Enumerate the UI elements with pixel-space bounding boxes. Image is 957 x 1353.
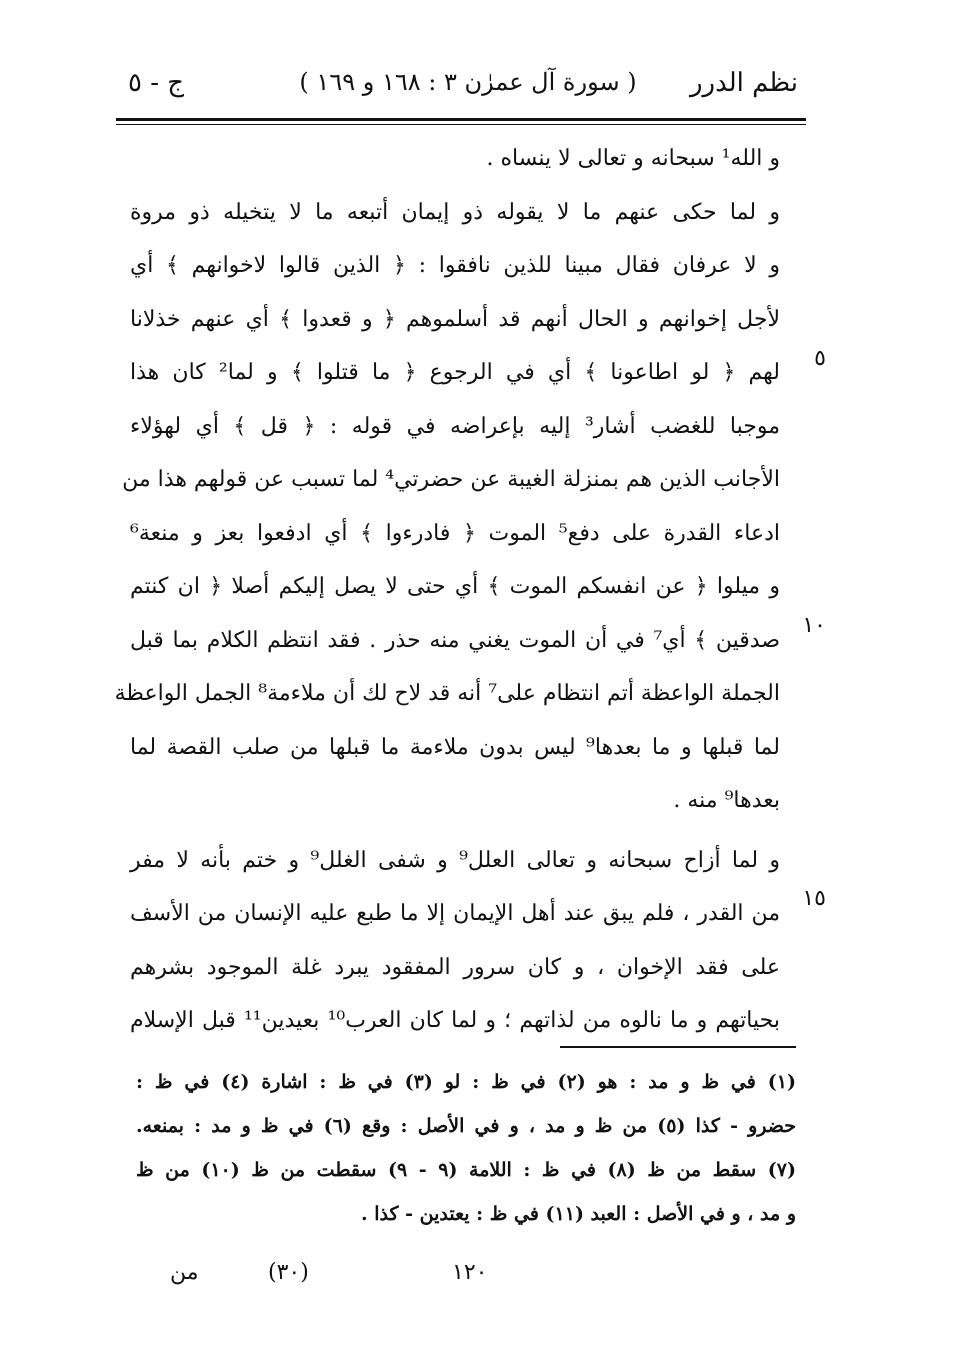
page-number: ١٢٠ [452,1260,488,1285]
text-line: صدقين ﴾ أي⁷ في أن الموت يغني منه حذر . فقد انتظم الكلام بما قبل [130,627,780,653]
signature-mark: (٣٠) [268,1260,309,1285]
footnote-line: (٧) سقط من ظ (٨) في ظ : اللامة (٩ - ٩) سقطت من ظ (١٠) من ظ [136,1159,797,1181]
surah-reference: ( سورة آل عمرٰن ٣ : ١٦٨ و ١٦٩ ) [299,68,637,96]
volume-number: ج - ٥ [128,68,185,98]
line-number-10: ١٠ [802,613,826,638]
text-line: من القدر ، فلم يبق عند أهل الإيمان إلا ما طبع عليه الإنسان من الأسف [130,901,780,926]
footnote-line: و مد ، و في الأصل : العبد (١١) في ظ : يعتدين - كذا . [361,1203,796,1225]
text-line: و ميلوا ﴿ عن انفسكم الموت ﴾ أي حتى لا يصل إليكم أصلا ﴿ ان كنتم [130,574,780,599]
main-text [114,132,781,1048]
book-title: نظم الدرر [689,68,798,98]
header-rule-thin [116,124,806,125]
text-line: بعدها⁹ منه . [673,788,780,813]
footnote-rule [560,1046,796,1048]
text-line: و الله¹ سبحانه و تعالى لا ينساه . [486,146,780,171]
footnote-line: (١) في ظ و مد : هو (٢) في ظ : لو (٣) في ظ : اشارة (٤) في ظ : [136,1071,796,1093]
text-line: على فقد الإخوان ، و كان سرور المفقود يبرد غلة الموجود بشرهم [130,954,780,980]
running-header [118,62,798,110]
footnotes [136,1060,796,1236]
text-line: بحياتهم و ما نالوه من لذاتهم ؛ و لما كان العرب¹⁰ بعيدين¹¹ قبل الإسلام [130,1008,780,1033]
line-number-15: ١٥ [802,886,826,911]
text-line: الجملة الواعظة أتم انتظام على⁷ أنه قد لاح لك أن ملاءمة⁸ الجمل الواعظة [114,681,780,706]
line-number-5: ٥ [814,346,826,371]
text-line: و لما أزاح سبحانه و تعالى العلل⁹ و شفى الغلل⁹ و ختم بأنه لا مفر [130,847,780,873]
catchword: من [170,1260,199,1285]
header-rule-thick [116,118,806,121]
text-line: و لا عرفان فقال مبينا للذين نافقوا : ﴿ الذين قالوا لاخوانهم ﴾ أي [130,253,780,278]
text-line: لهم ﴿ لو اطاعونا ﴾ أي في الرجوع ﴿ ما قتلوا ﴾ و لما² كان هذا [130,360,780,385]
text-line: لما قبلها و ما بعدها⁹ ليس بدون ملاءمة ما قبلها من صلب القصة لما [130,734,780,760]
text-line: ادعاء القدرة على دفع⁵ الموت ﴿ فادرءوا ﴾ أي ادفعوا بعز و منعة⁶ [130,520,780,546]
text-line: الأجانب الذين هم بمنزلة الغيبة عن حضرتي⁴ لما تسبب عن قولهم هذا من [122,467,780,492]
text-line: و لما حكى عنهم ما لا يقوله ذو إيمان أتبعه ما لا يتخيله ذو مروة [130,199,780,225]
text-line: موجبا للغضب أشار³ إليه بإعراضه في قوله : ﴿ قل ﴾ أي لهؤلاء [130,413,781,439]
footnote-line: حضرو - كذا (٥) من ظ و مد ، و في الأصل : وقع (٦) في ظ و مد : بمنعه. [136,1115,797,1137]
text-line: لأجل إخوانهم و الحال أنهم قد أسلموهم ﴿ و قعدوا ﴾ أي عنهم خذلانا [130,306,780,332]
